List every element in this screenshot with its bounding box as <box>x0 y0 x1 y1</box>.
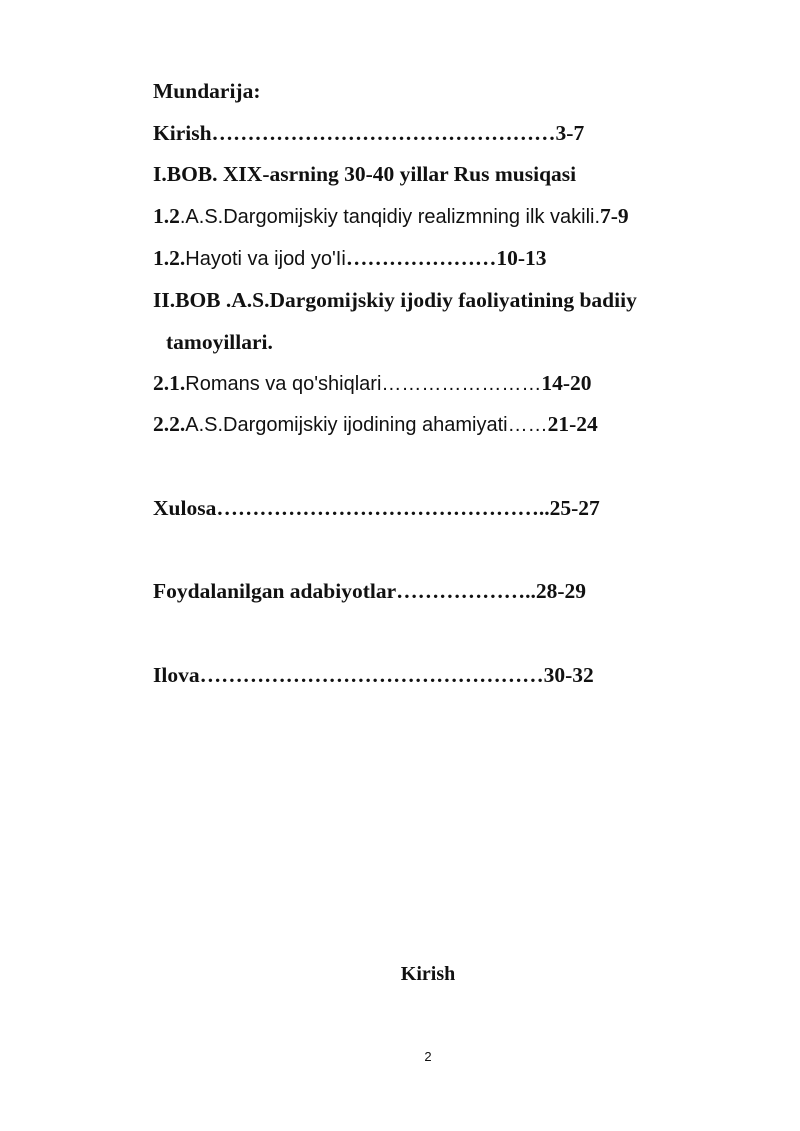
toc-title: Mundarija: <box>153 79 261 103</box>
section-heading-kirish: Kirish <box>400 963 456 985</box>
toc-entry-ilova <box>153 662 594 688</box>
toc-page-range: 7-9 <box>600 204 629 228</box>
toc-page-range: 28-29 <box>535 579 587 603</box>
toc-entry-kirish <box>153 120 584 146</box>
toc-leader-dots: …… <box>507 414 548 436</box>
toc-section-title: .A.S.Dargomijskiy tanqidiy realizmning ilk vakili. <box>179 206 601 228</box>
toc-entry-label: Kirish <box>153 121 212 145</box>
toc-page-range: 30-32 <box>543 663 594 687</box>
toc-chapter-2-heading-line2: tamoyillari. <box>166 330 273 354</box>
toc-entry-xulosa <box>153 495 600 521</box>
toc-entry-label: Ilova <box>153 663 200 687</box>
toc-leader-dots: …………………… <box>381 373 542 395</box>
toc-entry-section-2-1 <box>153 370 592 397</box>
toc-page-range: 14-20 <box>541 371 592 395</box>
toc-leader-dots: ………………… <box>345 246 497 270</box>
toc-page-range: 3-7 <box>555 121 585 145</box>
toc-page-range: 21-24 <box>547 412 598 436</box>
toc-section-number: 2.1. <box>153 371 186 395</box>
toc-leader-dots: ……………….. <box>396 579 536 603</box>
page-number: 2 <box>424 1049 432 1064</box>
toc-page-range: 25-27 <box>549 496 600 520</box>
toc-chapter-1-heading: I.BOB. XIX-asrning 30-40 yillar Rus musiqasi <box>153 162 577 186</box>
toc-page-range: 10-13 <box>496 246 547 270</box>
toc-leader-dots: ………………………………………… <box>199 663 544 687</box>
toc-section-title: Hayoti va ijod yo'Ii <box>185 248 346 270</box>
toc-leader-dots: ………………………………………… <box>211 121 556 145</box>
toc-entry-section-1-2b <box>153 245 546 272</box>
toc-entry-section-2-2 <box>153 411 598 438</box>
toc-section-number: 2.2. <box>153 412 186 436</box>
toc-chapter-2-heading-line1: II.BOB .A.S.Dargomijskiy ijodiy faoliyatining badiiy <box>153 288 637 312</box>
toc-leader-dots: ……………………………………….. <box>216 496 550 520</box>
toc-entry-section-1-2a <box>153 203 629 230</box>
toc-section-number: 1.2 <box>153 204 180 228</box>
toc-section-number: 1.2. <box>153 246 186 270</box>
toc-entry-label: Foydalanilgan adabiyotlar <box>153 579 397 603</box>
toc-section-title: A.S.Dargomijskiy ijodining ahamiyati <box>185 414 508 436</box>
toc-section-title: Romans va qo'shiqlari <box>185 373 382 395</box>
toc-entry-adabiyotlar <box>153 578 586 604</box>
toc-entry-label: Xulosa <box>153 496 217 520</box>
